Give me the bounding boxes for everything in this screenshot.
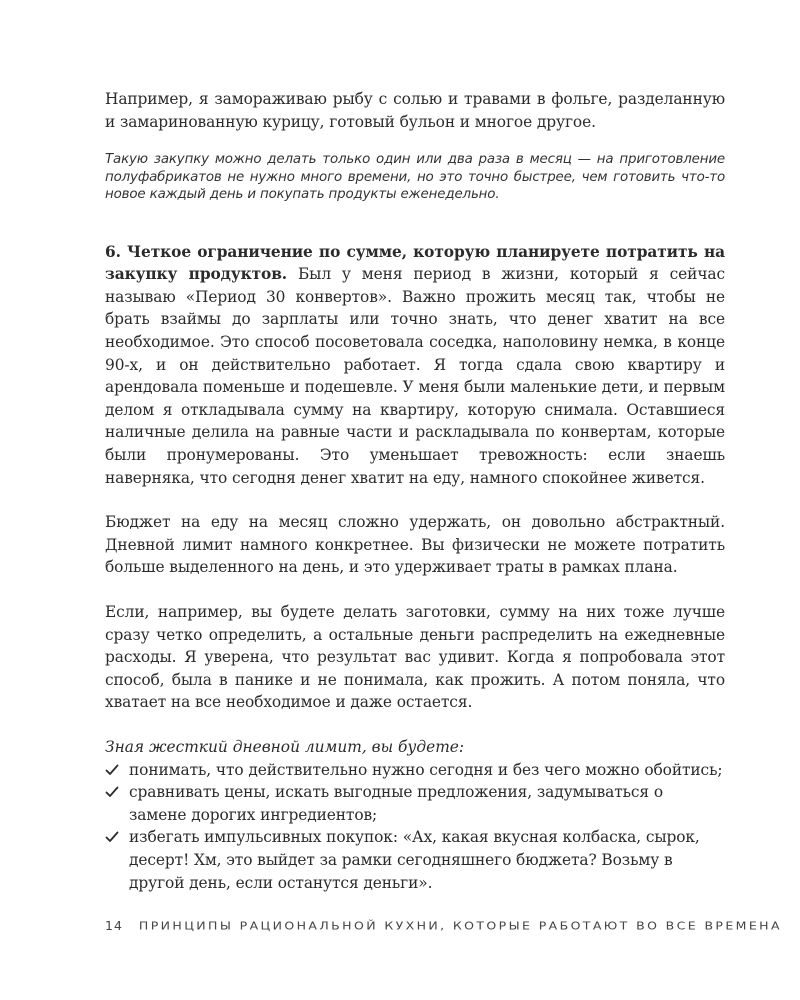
list-item-text: сравнивать цены, искать выгодные предложения, задумываться о замене дорогих ингредиентов; [129,783,663,824]
page-number: 14 [105,917,123,933]
check-icon [105,830,119,844]
paragraph-budget: Бюджет на еду на месяц сложно удержать, он довольно абстрактный. Дневной лимит намного конкретнее. Вы физически не можете потратить больше выделенного на день, и это удерживает траты в рамках плана. [105,513,725,577]
italic-note: Такую закупку можно делать только один или два раза в месяц — на приготовление полуфабрикатов не нужно много времени, но это точно быстрее, чем готовить что-то новое каждый день и покупать продукты еженедельно. [105,152,725,203]
page-footer [105,915,782,935]
section-6-body: Был у меня период в жизни, который я сейчас называю «Период 30 конвертов». Важно прожить месяц так, чтобы не брать взаймы до зарплаты или точно знать, что денег хватит на все необходимое. Это способ посоветовала соседка, наполовину немка, в конце 90-х, и он действительно работает. Я тогда сдала свою квартиру и арендовала поменьше и подешевле. У меня были маленькие дети, и первым делом я откладывала сумму на квартиру, которую снимала. Оставшиеся наличные делила на равные части и раскладывала по конвертам, которые были пронумерованы. Это уменьшает тревожность: если знаешь наверняка, что сегодня денег хватит на еду, намного спокойнее живется. [105,265,725,487]
running-title: ПРИНЦИПЫ РАЦИОНАЛЬНОЙ КУХНИ, КОТОРЫЕ РАБОТАЮТ ВО ВСЕ ВРЕМЕНА [138,918,782,932]
paragraph-intro: Например, я замораживаю рыбу с солью и травами в фольге, разделанную и замаринованную курицу, готовый бульон и многое другое. [105,90,725,131]
checklist [105,759,725,895]
list-item-text: избегать импульсивных покупок: «Ах, какая вкусная колбаска, сырок, десерт! Хм, это выйдет за рамки сегодняшнего бюджета? Возьму в другой день, если останутся деньги». [129,828,700,892]
list-item [105,781,725,826]
paragraph-section-6 [105,241,725,490]
check-icon [105,763,119,777]
list-item [105,826,725,894]
list-item-text: понимать, что действительно нужно сегодня и без чего можно обойтись; [129,760,723,779]
list-lead: Зная жесткий дневной лимит, вы будете: [105,737,465,756]
section-6-heading: 6. Четкое ограничение по сумме, которую планируете потратить на закупку продуктов. [105,242,725,284]
check-icon [105,785,119,799]
page-body [105,88,725,894]
paragraph-preserves: Если, например, вы будете делать заготовки, сумму на них тоже лучше сразу четко определить, а остальные деньги распределить на ежедневные расходы. Я уверена, что результат вас удивит. Когда я попробовала этот способ, была в панике и не понимала, как прожить. А потом поняла, что хватает на все необходимое и даже остается. [105,603,725,712]
list-item [105,759,725,782]
